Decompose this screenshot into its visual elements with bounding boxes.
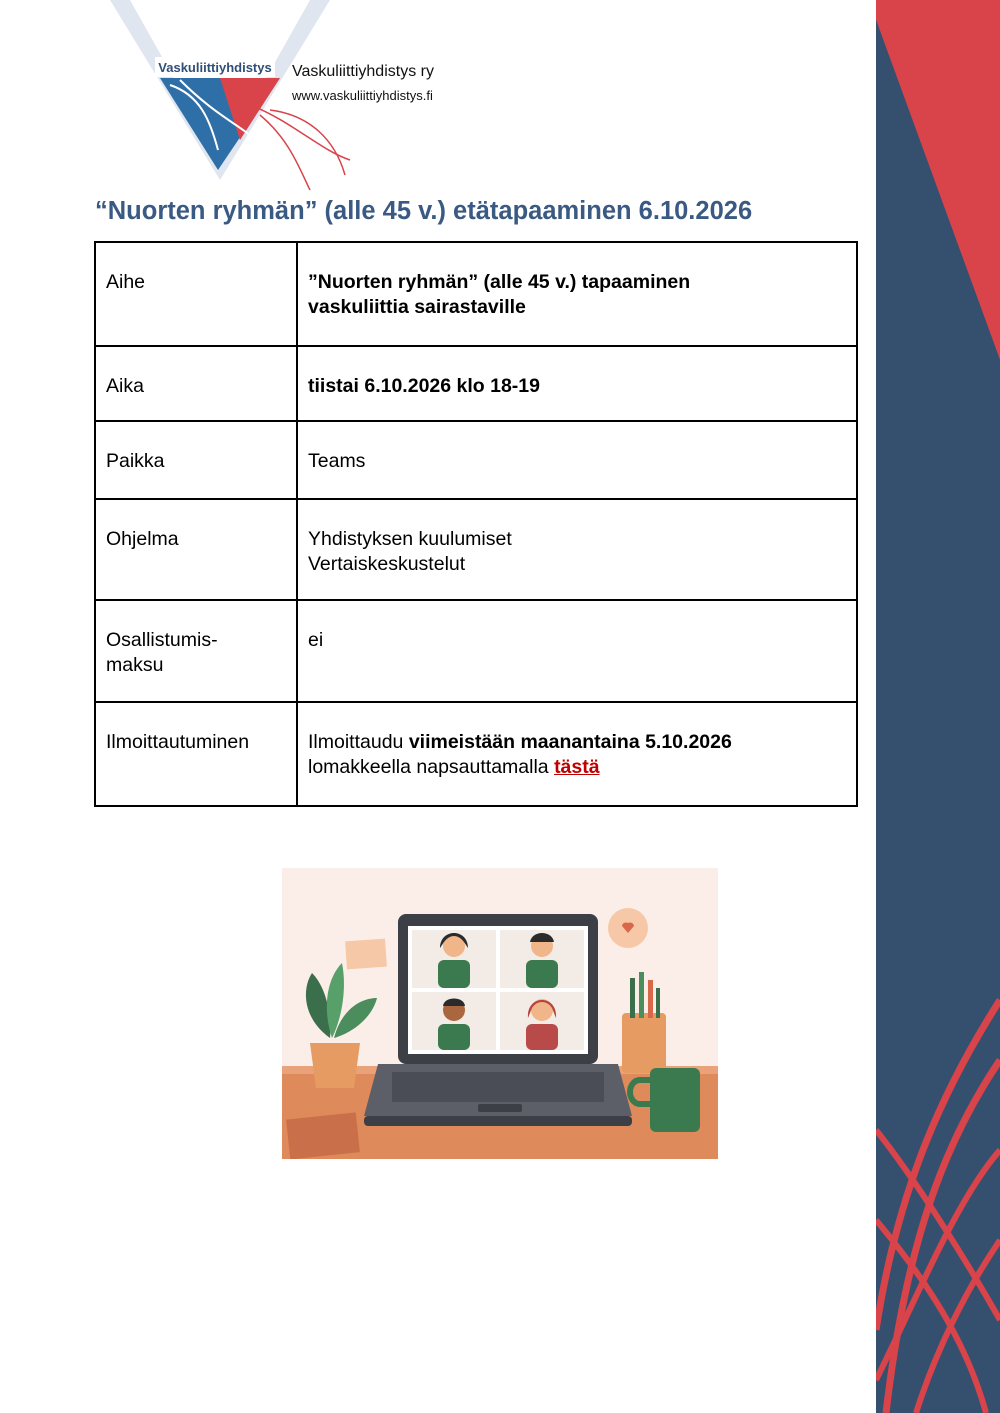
logo-text: Vaskuliittiyhdistys <box>158 60 272 75</box>
row-label <box>95 600 297 702</box>
table-row <box>95 242 857 346</box>
row-value <box>297 499 857 600</box>
video-conference-illustration-icon <box>282 868 718 1159</box>
table-row <box>95 499 857 600</box>
row-label: Aihe <box>95 242 297 346</box>
table-row <box>95 346 857 421</box>
row-label: Ohjelma <box>95 499 297 600</box>
organization-url: www.vaskuliittiyhdistys.fi <box>292 88 433 103</box>
row-label: Aika <box>95 346 297 421</box>
organization-name: Vaskuliittiyhdistys ry <box>292 63 434 80</box>
registration-link[interactable]: tästä <box>554 756 600 778</box>
fee-label-line-2: maksu <box>106 654 164 676</box>
row-value: tiistai 6.10.2026 klo 18-19 <box>297 346 857 421</box>
topic-line-2: vaskuliittia sairastaville <box>308 296 526 318</box>
row-value <box>297 702 857 806</box>
registration-text-1: Ilmoittaudu <box>308 731 409 753</box>
row-value: Teams <box>297 421 857 499</box>
page-title: “Nuorten ryhmän” (alle 45 v.) etätapaaminen 6.10.2026 <box>95 197 753 225</box>
registration-text-2: lomakkeella napsauttamalla <box>308 756 555 778</box>
registration-deadline: viimeistään maanantaina 5.10.2026 <box>408 731 732 753</box>
row-label: Paikka <box>95 421 297 499</box>
program-line-1: Yhdistyksen kuulumiset <box>308 528 512 550</box>
event-info-table <box>94 241 858 807</box>
row-value <box>297 242 857 346</box>
side-decoration-band <box>876 0 1000 1413</box>
topic-line-1: ”Nuorten ryhmän” (alle 45 v.) tapaaminen <box>308 271 691 293</box>
row-value: ei <box>297 600 857 702</box>
table-row <box>95 702 857 806</box>
table-row <box>95 421 857 499</box>
table-row <box>95 600 857 702</box>
fee-label-line-1: Osallistumis- <box>106 629 218 651</box>
row-label: Ilmoittautuminen <box>95 702 297 806</box>
program-line-2: Vertaiskeskustelut <box>308 553 466 575</box>
